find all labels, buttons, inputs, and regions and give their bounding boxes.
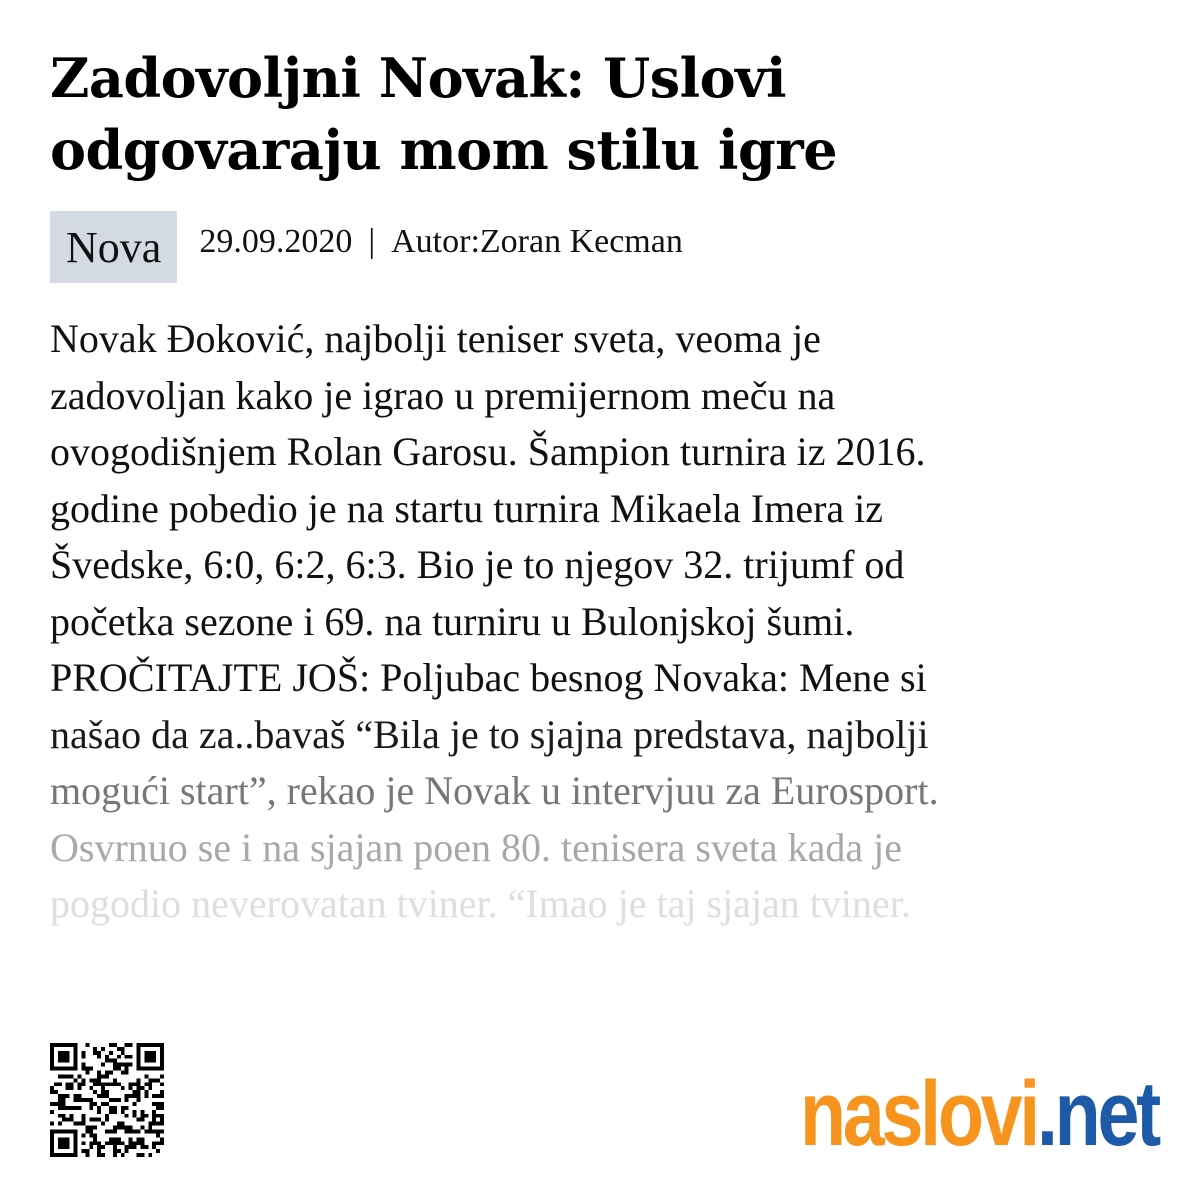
body-line: Osvrnuo se i na sjajan poen 80. tenisera sveta kada je xyxy=(50,824,902,870)
meta-separator: | xyxy=(368,223,376,260)
body-line: godine pobedio je na startu turnira Mikaela Imera iz xyxy=(50,485,884,531)
title-line: odgovaraju mom stilu igre xyxy=(50,118,838,182)
author: Autor:Zoran Kecman xyxy=(391,223,683,260)
article-title xyxy=(50,42,1160,186)
naslovi-logo[interactable] xyxy=(800,1063,1158,1165)
body-line: mogući start”, rekao je Novak u intervjuu za Eurosport. xyxy=(50,768,939,813)
article-meta xyxy=(50,211,683,283)
logo-part-naslovi: naslovi xyxy=(800,1063,1037,1165)
body-line: PROČITAJTE JOŠ: Poljubac besnog Novaka: Mene si xyxy=(50,655,927,700)
meta-info xyxy=(199,223,683,261)
body-line: našao da za..bavaš “Bila je to sjajna predstava, najbolji xyxy=(50,711,929,757)
source-badge[interactable]: Nova xyxy=(50,211,177,283)
body-line: početka sezone i 69. na turniru u Bulonjskoj šumi. xyxy=(50,598,855,644)
logo-part-net: .net xyxy=(1036,1063,1158,1165)
body-line: pogodio neverovatan tviner. “Imao je taj sjajan tviner. xyxy=(50,881,911,926)
title-line: Zadovoljni Novak: Uslovi xyxy=(50,46,787,110)
body-line: Novak Đoković, najbolji teniser sveta, veoma je xyxy=(50,316,821,361)
body-line: ovogodišnjem Rolan Garosu. Šampion turnira iz 2016. xyxy=(50,429,926,474)
qr-code-icon[interactable] xyxy=(50,1040,164,1160)
article-body xyxy=(50,311,1170,933)
body-line: zadovoljan kako je igrao u premijernom meču na xyxy=(50,372,836,418)
body-line: Švedske, 6:0, 6:2, 6:3. Bio je to njegov 32. trijumf od xyxy=(50,542,905,587)
publish-date: 29.09.2020 xyxy=(199,223,353,260)
